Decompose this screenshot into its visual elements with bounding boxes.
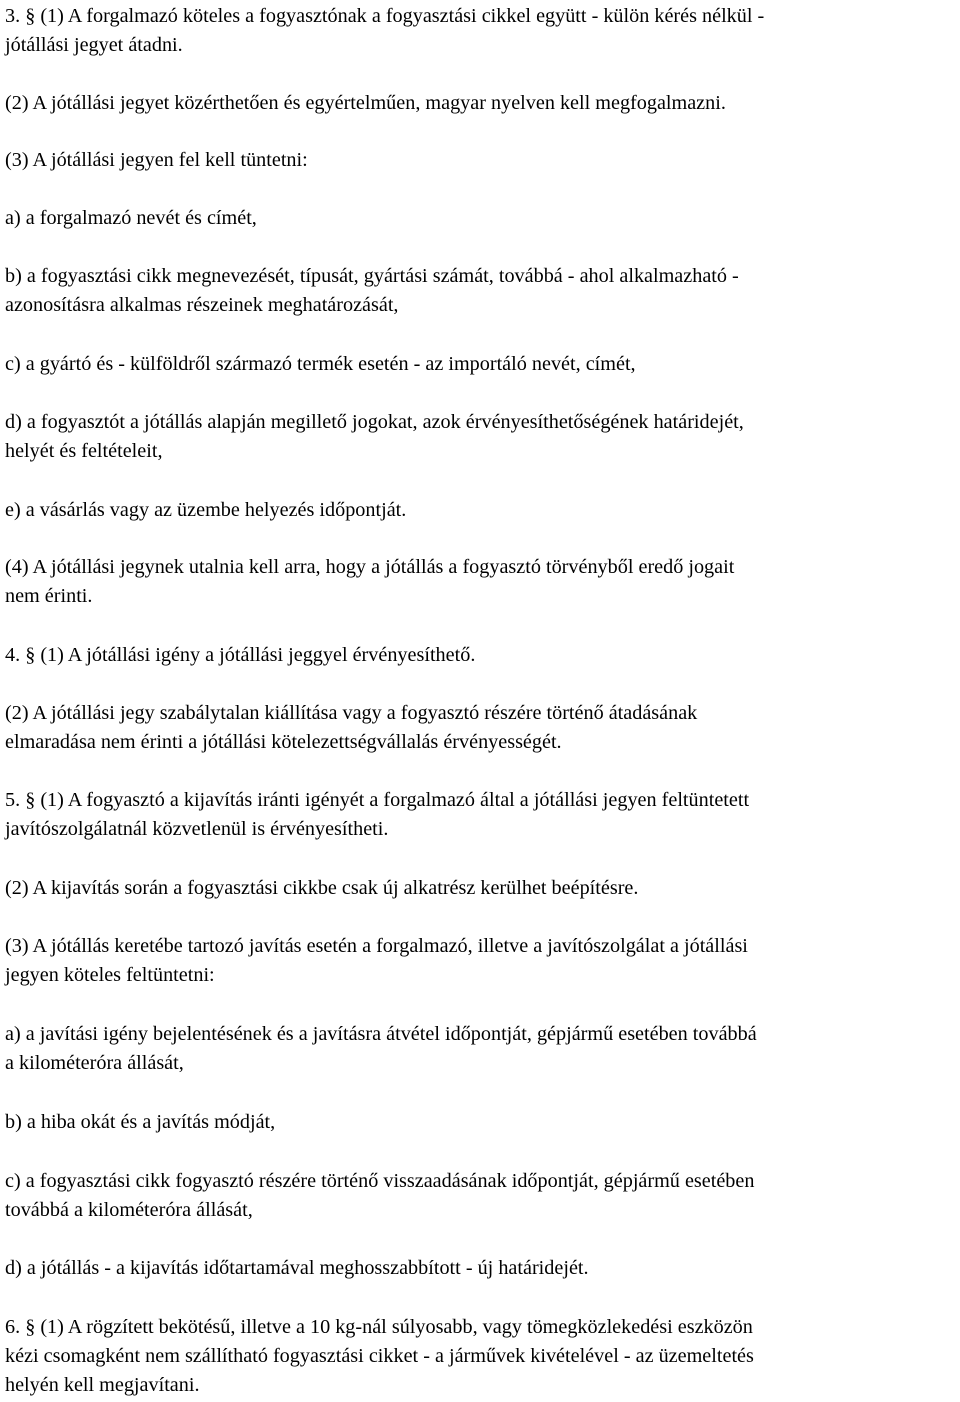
paragraph-3-3: (3) A jótállási jegyen fel kell tüntetni: xyxy=(5,149,308,171)
paragraph-5-3-a: a) a javítási igény bejelentésének és a javításra átvétel időpontját, gépjármű esetében továbbá a kilométeróra állását, xyxy=(5,1023,757,1074)
paragraph-3-2: (2) A jótállási jegyet közérthetően és egyértelműen, magyar nyelven kell megfogalmazni. xyxy=(5,92,726,114)
paragraph-5-1: 5. § (1) A fogyasztó a kijavítás iránti igényét a forgalmazó által a jótállási jegyen feltüntetett javítószolgálatnál közvetlenül is érvényesítheti. xyxy=(5,789,750,840)
paragraph-5-3-b: b) a hiba okát és a javítás módját, xyxy=(5,1111,276,1133)
paragraph-3-3-b: b) a fogyasztási cikk megnevezését, típusát, gyártási számát, továbbá - ahol alkalmazható - azonosításra alkalmas részeinek meghatározását, xyxy=(5,265,739,316)
paragraph-4-2: (2) A jótállási jegy szabálytalan kiállítása vagy a fogyasztó részére történő átadásának elmaradása nem érinti a jótállási kötelezettségvállalás érvényességét. xyxy=(5,702,698,753)
paragraph-3-3-c: c) a gyártó és - külföldről származó termék esetén - az importáló nevét, címét, xyxy=(5,353,636,375)
paragraph-3-1: 3. § (1) A forgalmazó köteles a fogyasztónak a fogyasztási cikkel együtt - külön kérés nélkül - jótállási jegyet átadni. xyxy=(5,5,765,56)
paragraph-5-3: (3) A jótállás keretébe tartozó javítás esetén a forgalmazó, illetve a javítószolgálat a jótállási jegyen köteles feltüntetni: xyxy=(5,935,748,986)
paragraph-5-2: (2) A kijavítás során a fogyasztási cikkbe csak új alkatrész kerülhet beépítésre. xyxy=(5,877,639,899)
paragraph-3-3-a: a) a forgalmazó nevét és címét, xyxy=(5,207,257,229)
paragraph-3-4: (4) A jótállási jegynek utalnia kell arra, hogy a jótállás a fogyasztó törvényből eredő jogait nem érinti. xyxy=(5,556,735,607)
paragraph-5-3-d: d) a jótállás - a kijavítás időtartamával meghosszabbított - új határidejét. xyxy=(5,1257,589,1279)
paragraph-4-1: 4. § (1) A jótállási igény a jótállási jeggyel érvényesíthető. xyxy=(5,644,476,666)
paragraph-3-3-d: d) a fogyasztót a jótállás alapján megillető jogokat, azok érvényesíthetőségének határidejét, helyét és feltételeit, xyxy=(5,411,744,462)
paragraph-3-3-e: e) a vásárlás vagy az üzembe helyezés időpontját. xyxy=(5,499,407,521)
paragraph-6-1: 6. § (1) A rögzített bekötésű, illetve a 10 kg-nál súlyosabb, vagy tömegközlekedési eszközön kézi csomagként nem szállítható fogyasztási cikket - a járművek kivételével - az üzemeltetés helyén kell megjavítani. xyxy=(5,1316,754,1396)
paragraph-5-3-c: c) a fogyasztási cikk fogyasztó részére történő visszaadásának időpontját, gépjármű esetében továbbá a kilométeróra állását, xyxy=(5,1170,755,1221)
